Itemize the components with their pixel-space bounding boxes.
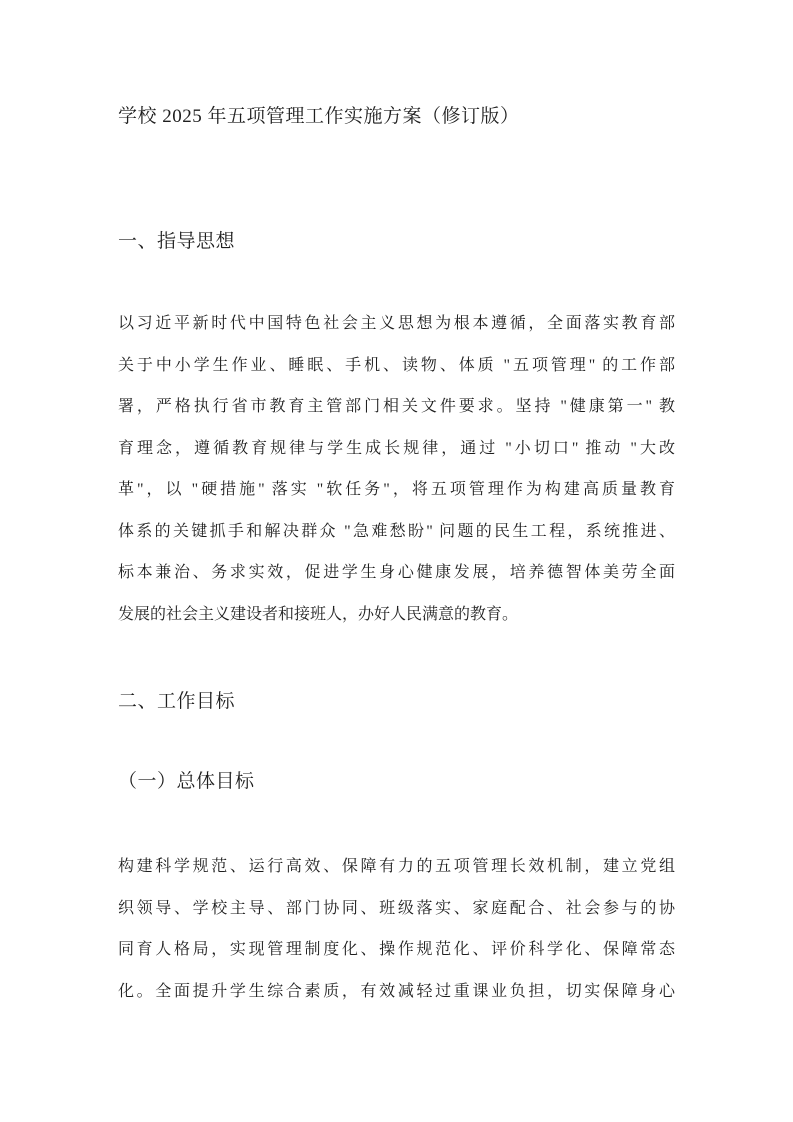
text-line: 构建科学规范、运行高效、保障有力的五项管理长效机制，建立党组 [118,858,675,875]
text-line: 发展的社会主义建设者和接班人，办好人民满意的教育。 [118,605,519,623]
text-line: 标本兼治、务求实效，促进学生身心健康发展，培养德智体美劳全面 [118,564,675,581]
text-line: 署，严格执行省市教育主管部门相关文件要求。坚持 "健康第一" 教 [118,398,675,415]
paragraph-overall-goals [118,846,675,1012]
section-heading-guiding-ideology: 一、指导思想 [118,231,236,252]
text-line: 织领导、学校主导、部门协同、班级落实、家庭配合、社会参与的协 [118,899,675,917]
text-line: 关于中小学生作业、睡眠、手机、读物、体质 "五项管理" 的工作部 [118,356,675,374]
text-line: 以习近平新时代中国特色社会主义思想为根本遵循，全面落实教育部 [118,315,675,332]
text-line: 育理念，遵循教育规律与学生成长规律，通过 "小切口" 推动 "大改 [118,439,675,457]
text-line: 化。全面提升学生综合素质，有效减轻过重课业负担，切实保障身心 [118,982,675,1000]
text-line: 同育人格局，实现管理制度化、操作规范化、评价科学化、保障常态 [118,941,675,958]
paragraph-guiding-ideology [118,303,675,635]
document-title: 学校 2025 年五项管理工作实施方案（修订版） [118,106,520,127]
subsection-heading-overall-goals: （一）总体目标 [118,771,255,792]
text-line: 体系的关键抓手和解决群众 "急难愁盼" 问题的民生工程，系统推进、 [118,522,675,540]
section-heading-work-goals: 二、工作目标 [118,691,236,712]
text-line: 革"，以 "硬措施" 落实 "软任务"，将五项管理作为构建高质量教育 [118,481,675,498]
